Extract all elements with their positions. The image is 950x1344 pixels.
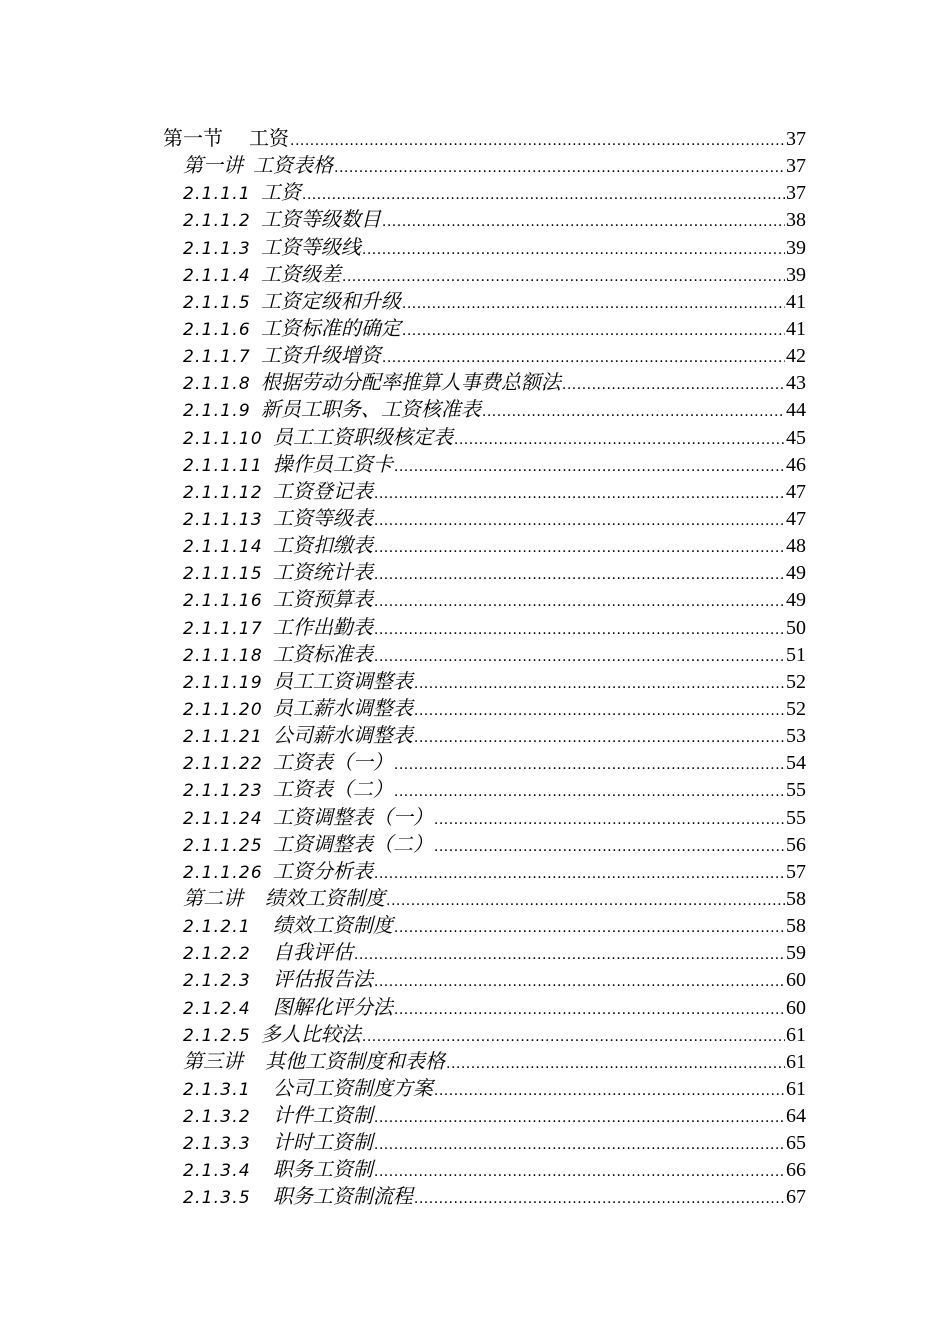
toc-entry-title: 计件工资制 [272,1103,373,1128]
toc-entry-title: 工资等级表 [272,505,373,530]
toc-page-number: 49 [786,562,806,585]
toc-entry[interactable] [163,994,806,1021]
toc-dot-leader [402,291,785,318]
toc-entry[interactable] [163,342,806,369]
toc-page-number: 42 [786,345,806,368]
toc-page-number: 51 [786,643,806,666]
toc-entry-number: 2.1.1.25 [183,835,263,856]
toc-entry-text [183,206,381,235]
toc-entry-text [183,478,373,507]
toc-page-number: 52 [786,670,806,693]
toc-entry-number: 第一讲 [183,153,243,178]
toc-dot-leader [402,318,785,345]
toc-dot-leader [374,535,785,562]
toc-entry-text [183,1129,373,1158]
toc-entry-text [183,505,373,534]
toc-entry-title: 工资统计表 [272,560,373,585]
toc-entry-text [183,722,413,751]
toc-entry-text [183,614,373,643]
toc-entry-title: 评估报告法 [272,967,373,992]
toc-entry[interactable] [163,641,806,668]
table-of-contents [163,125,806,1211]
toc-dot-leader [374,1132,785,1159]
toc-entry-text [183,315,401,344]
toc-entry-text [183,804,433,833]
toc-entry-text [183,939,353,968]
toc-entry-text [183,641,373,670]
toc-entry[interactable] [163,939,806,966]
toc-dot-leader [386,888,785,915]
toc-dot-leader [454,427,785,454]
toc-page-number: 61 [786,1077,806,1100]
toc-entry-number: 2.1.3.4 [183,1161,251,1182]
toc-page-number: 37 [786,155,806,178]
toc-entry-text [183,749,393,778]
toc-dot-leader [434,834,785,861]
toc-dot-leader [394,779,785,806]
toc-page-number: 59 [786,942,806,965]
toc-page-number: 55 [786,779,806,802]
toc-entry-text [183,342,381,371]
toc-entry-title: 公司薪水调整表 [272,723,413,748]
toc-dot-leader [414,698,785,725]
toc-entry[interactable] [163,179,806,206]
toc-entry[interactable] [163,722,806,749]
toc-entry-title: 员工薪水调整表 [272,695,413,720]
toc-entry-number: 2.1.3.3 [183,1134,251,1155]
toc-dot-leader [302,182,785,209]
toc-entry-text [183,396,481,425]
toc-entry-text [183,234,361,263]
toc-entry-title: 多人比较法 [260,1021,361,1046]
toc-entry-number: 2.1.1.21 [183,727,263,748]
toc-dot-leader [374,644,785,671]
toc-dot-leader [394,997,785,1024]
toc-entry[interactable] [163,206,806,233]
toc-entry-text [183,451,393,480]
toc-page-number: 39 [786,236,806,259]
toc-entry[interactable] [163,1129,806,1156]
toc-entry-title: 工资表（二） [272,777,393,802]
toc-entry-text [183,1021,361,1050]
toc-entry-title: 工资级差 [260,261,341,286]
toc-entry-title: 计时工资制 [272,1130,373,1155]
toc-entry[interactable] [163,125,806,152]
toc-page-number: 53 [786,725,806,748]
toc-entry[interactable] [163,885,806,912]
toc-entry-title: 工资定级和升级 [260,288,401,313]
toc-entry-text [183,695,413,724]
toc-dot-leader [414,725,785,752]
toc-entry-title: 工资调整表（一） [272,804,433,829]
toc-entry[interactable] [163,1102,806,1129]
toc-dot-leader [374,1159,785,1186]
toc-entry[interactable] [163,396,806,423]
toc-dot-leader [374,589,785,616]
toc-page-number: 43 [786,372,806,395]
toc-entry-title: 员工工资调整表 [272,668,413,693]
toc-entry-title: 职务工资制 [272,1157,373,1182]
toc-dot-leader [382,345,785,372]
toc-entry-title: 绩效工资制度 [272,913,393,938]
toc-entry-title: 公司工资制度方案 [272,1075,433,1100]
toc-entry[interactable] [163,966,806,993]
toc-entry-number: 2.1.1.1 [183,184,251,205]
toc-entry-title: 工资调整表（二） [272,831,433,856]
toc-page-number: 46 [786,453,806,476]
toc-entry-number: 2.1.1.19 [183,672,263,693]
toc-entry-number: 第三讲 [183,1048,243,1073]
toc-page-number: 55 [786,806,806,829]
toc-page-number: 60 [786,969,806,992]
toc-entry[interactable] [163,912,806,939]
toc-entry-number: 2.1.1.9 [183,401,251,422]
toc-page-number: 57 [786,860,806,883]
toc-page-number: 65 [786,1132,806,1155]
toc-entry-text [183,668,413,697]
toc-entry-number: 2.1.1.13 [183,509,263,530]
toc-page-number: 66 [786,1159,806,1182]
toc-entry-title: 工资升级增资 [260,343,381,368]
toc-entry[interactable] [163,369,806,396]
toc-page-number: 45 [786,426,806,449]
toc-entry-number: 2.1.1.24 [183,808,263,829]
toc-page-number: 37 [786,128,806,150]
toc-dot-leader [382,209,785,236]
toc-entry-title: 操作员工资卡 [272,451,393,476]
toc-entry-title: 职务工资制流程 [272,1184,413,1209]
toc-entry-number: 2.1.2.5 [183,1025,251,1046]
toc-entry-title: 工资标准表 [272,641,373,666]
toc-entry[interactable] [163,858,806,885]
toc-entry[interactable] [163,315,806,342]
toc-entry-number: 2.1.3.5 [183,1188,251,1209]
toc-dot-leader [562,372,785,399]
toc-entry-text [163,125,289,152]
toc-entry-number: 2.1.2.2 [183,944,251,965]
toc-entry-text [183,532,373,561]
toc-dot-leader [362,1024,785,1051]
toc-entry[interactable] [163,288,806,315]
toc-entry[interactable] [163,1075,806,1102]
toc-entry[interactable] [163,1156,806,1183]
toc-entry-title: 工资登记表 [272,478,373,503]
toc-entry[interactable] [163,532,806,559]
toc-entry-text [183,179,301,208]
toc-entry[interactable] [163,695,806,722]
toc-entry-text [183,1048,445,1075]
toc-dot-leader [374,1105,785,1132]
toc-page-number: 61 [786,1023,806,1046]
toc-entry-number: 2.1.1.20 [183,699,263,720]
toc-dot-leader [374,617,785,644]
toc-page-number: 37 [786,182,806,205]
toc-entry-number: 2.1.3.1 [183,1079,251,1100]
toc-page-number: 41 [786,290,806,313]
toc-entry-number: 2.1.1.23 [183,781,263,802]
toc-page-number: 54 [786,752,806,775]
toc-entry[interactable] [163,152,806,179]
toc-entry-text [183,966,373,995]
toc-page-number: 64 [786,1105,806,1128]
toc-entry-title: 工资 [260,180,301,205]
toc-dot-leader [414,1186,785,1213]
toc-entry-title: 图解化评分法 [272,994,393,1019]
toc-entry-title: 工资等级线 [260,234,361,259]
toc-page-number: 58 [786,915,806,938]
toc-page-number: 44 [786,399,806,422]
toc-entry[interactable] [163,668,806,695]
toc-entry-number: 2.1.1.18 [183,645,263,666]
toc-entry-number: 2.1.1.16 [183,591,263,612]
toc-entry-text [183,912,393,941]
toc-entry[interactable] [163,831,806,858]
toc-dot-leader [446,1051,785,1078]
toc-page-number: 60 [786,996,806,1019]
toc-entry-number: 2.1.1.14 [183,537,263,558]
toc-dot-leader [362,237,785,264]
toc-entry-title: 工资预算表 [272,587,373,612]
toc-page-number: 48 [786,535,806,558]
toc-entry-text [183,152,333,179]
toc-entry-text [183,559,373,588]
toc-page-number: 47 [786,507,806,530]
toc-entry-title: 工资等级数目 [260,207,381,232]
toc-entry-number: 2.1.1.6 [183,319,251,340]
toc-page-number: 41 [786,317,806,340]
toc-entry-number: 2.1.1.12 [183,482,263,503]
toc-entry[interactable] [163,478,806,505]
toc-page-number: 39 [786,263,806,286]
toc-entry-number: 2.1.1.15 [183,564,263,585]
toc-entry-number: 2.1.2.1 [183,917,251,938]
toc-entry-title: 工资扣缴表 [272,533,373,558]
toc-entry-number: 2.1.1.3 [183,238,251,259]
toc-entry[interactable] [163,234,806,261]
toc-entry-title: 工资标准的确定 [260,315,401,340]
toc-page-number: 61 [786,1050,806,1073]
toc-entry-text [183,1075,433,1104]
toc-entry-title: 员工工资职级核定表 [272,424,453,449]
toc-entry-text [183,424,453,453]
toc-entry-number: 2.1.1.22 [183,754,263,775]
toc-dot-leader [394,454,785,481]
toc-entry[interactable] [163,1183,806,1210]
toc-entry-number: 2.1.1.17 [183,618,263,639]
toc-dot-leader [414,671,785,698]
toc-dot-leader [374,481,785,508]
toc-entry[interactable] [163,451,806,478]
toc-dot-leader [482,399,785,426]
toc-entry[interactable] [163,261,806,288]
toc-entry-number: 2.1.1.7 [183,347,251,368]
toc-dot-leader [394,752,785,779]
toc-entry-title: 绩效工资制度 [265,885,385,910]
toc-entry-text [183,288,401,317]
toc-entry-text [183,1183,413,1212]
toc-entry-title: 工资分析表 [272,858,373,883]
toc-dot-leader [434,807,785,834]
toc-entry-number: 2.1.2.4 [183,998,251,1019]
toc-entry-text [183,994,393,1023]
toc-dot-leader [334,155,785,182]
toc-entry-number: 2.1.2.3 [183,971,251,992]
toc-entry[interactable] [163,804,806,831]
toc-entry[interactable] [163,614,806,641]
toc-entry[interactable] [163,749,806,776]
toc-page-number: 58 [786,887,806,910]
toc-entry-number: 2.1.1.5 [183,292,251,313]
toc-entry-number: 2.1.1.4 [183,265,251,286]
toc-entry-text [183,1156,373,1185]
toc-dot-leader [290,128,785,155]
toc-entry-number: 第一节 [163,126,223,150]
toc-entry-text [183,369,561,398]
toc-entry-text [183,586,373,615]
toc-entry[interactable] [163,505,806,532]
toc-page-number: 52 [786,697,806,720]
toc-page-number: 38 [786,209,806,232]
toc-page-number: 56 [786,833,806,856]
toc-entry-text [183,831,433,860]
toc-dot-leader [374,861,785,888]
toc-entry-number: 2.1.1.10 [183,428,263,449]
toc-entry-text [183,1102,373,1131]
toc-entry-title: 其他工资制度和表格 [265,1048,445,1073]
toc-entry-title: 自我评估 [272,940,353,965]
toc-entry[interactable] [163,776,806,803]
toc-page-number: 47 [786,480,806,503]
toc-entry-text [183,776,393,805]
toc-entry-text [183,885,385,912]
toc-entry[interactable] [163,424,806,451]
toc-entry-title: 工作出勤表 [272,614,373,639]
toc-entry-title: 工资表（一） [272,750,393,775]
toc-entry-title: 工资表格 [253,153,333,178]
toc-dot-leader [374,508,785,535]
toc-entry[interactable] [163,586,806,613]
toc-dot-leader [354,942,785,969]
toc-page-number: 67 [786,1186,806,1209]
toc-dot-leader [342,264,785,291]
toc-page-number: 49 [786,589,806,612]
toc-entry-number: 2.1.3.2 [183,1107,251,1128]
toc-dot-leader [394,915,785,942]
toc-entry-number: 2.1.1.11 [183,455,263,476]
toc-dot-leader [374,562,785,589]
toc-entry-title: 根据劳动分配率推算人事费总额法 [260,370,561,395]
toc-entry-text [183,261,341,290]
toc-entry-number: 2.1.1.26 [183,862,263,883]
toc-entry-text [183,858,373,887]
toc-entry-title: 新员工职务、工资核准表 [260,397,481,422]
toc-entry-number: 2.1.1.8 [183,374,251,395]
toc-dot-leader [434,1078,785,1105]
toc-entry-title: 工资 [249,126,289,150]
toc-entry[interactable] [163,1021,806,1048]
toc-entry[interactable] [163,559,806,586]
toc-entry[interactable] [163,1048,806,1075]
toc-entry-number: 2.1.1.2 [183,211,251,232]
toc-dot-leader [374,969,785,996]
toc-entry-number: 第二讲 [183,885,243,910]
toc-page-number: 50 [786,616,806,639]
